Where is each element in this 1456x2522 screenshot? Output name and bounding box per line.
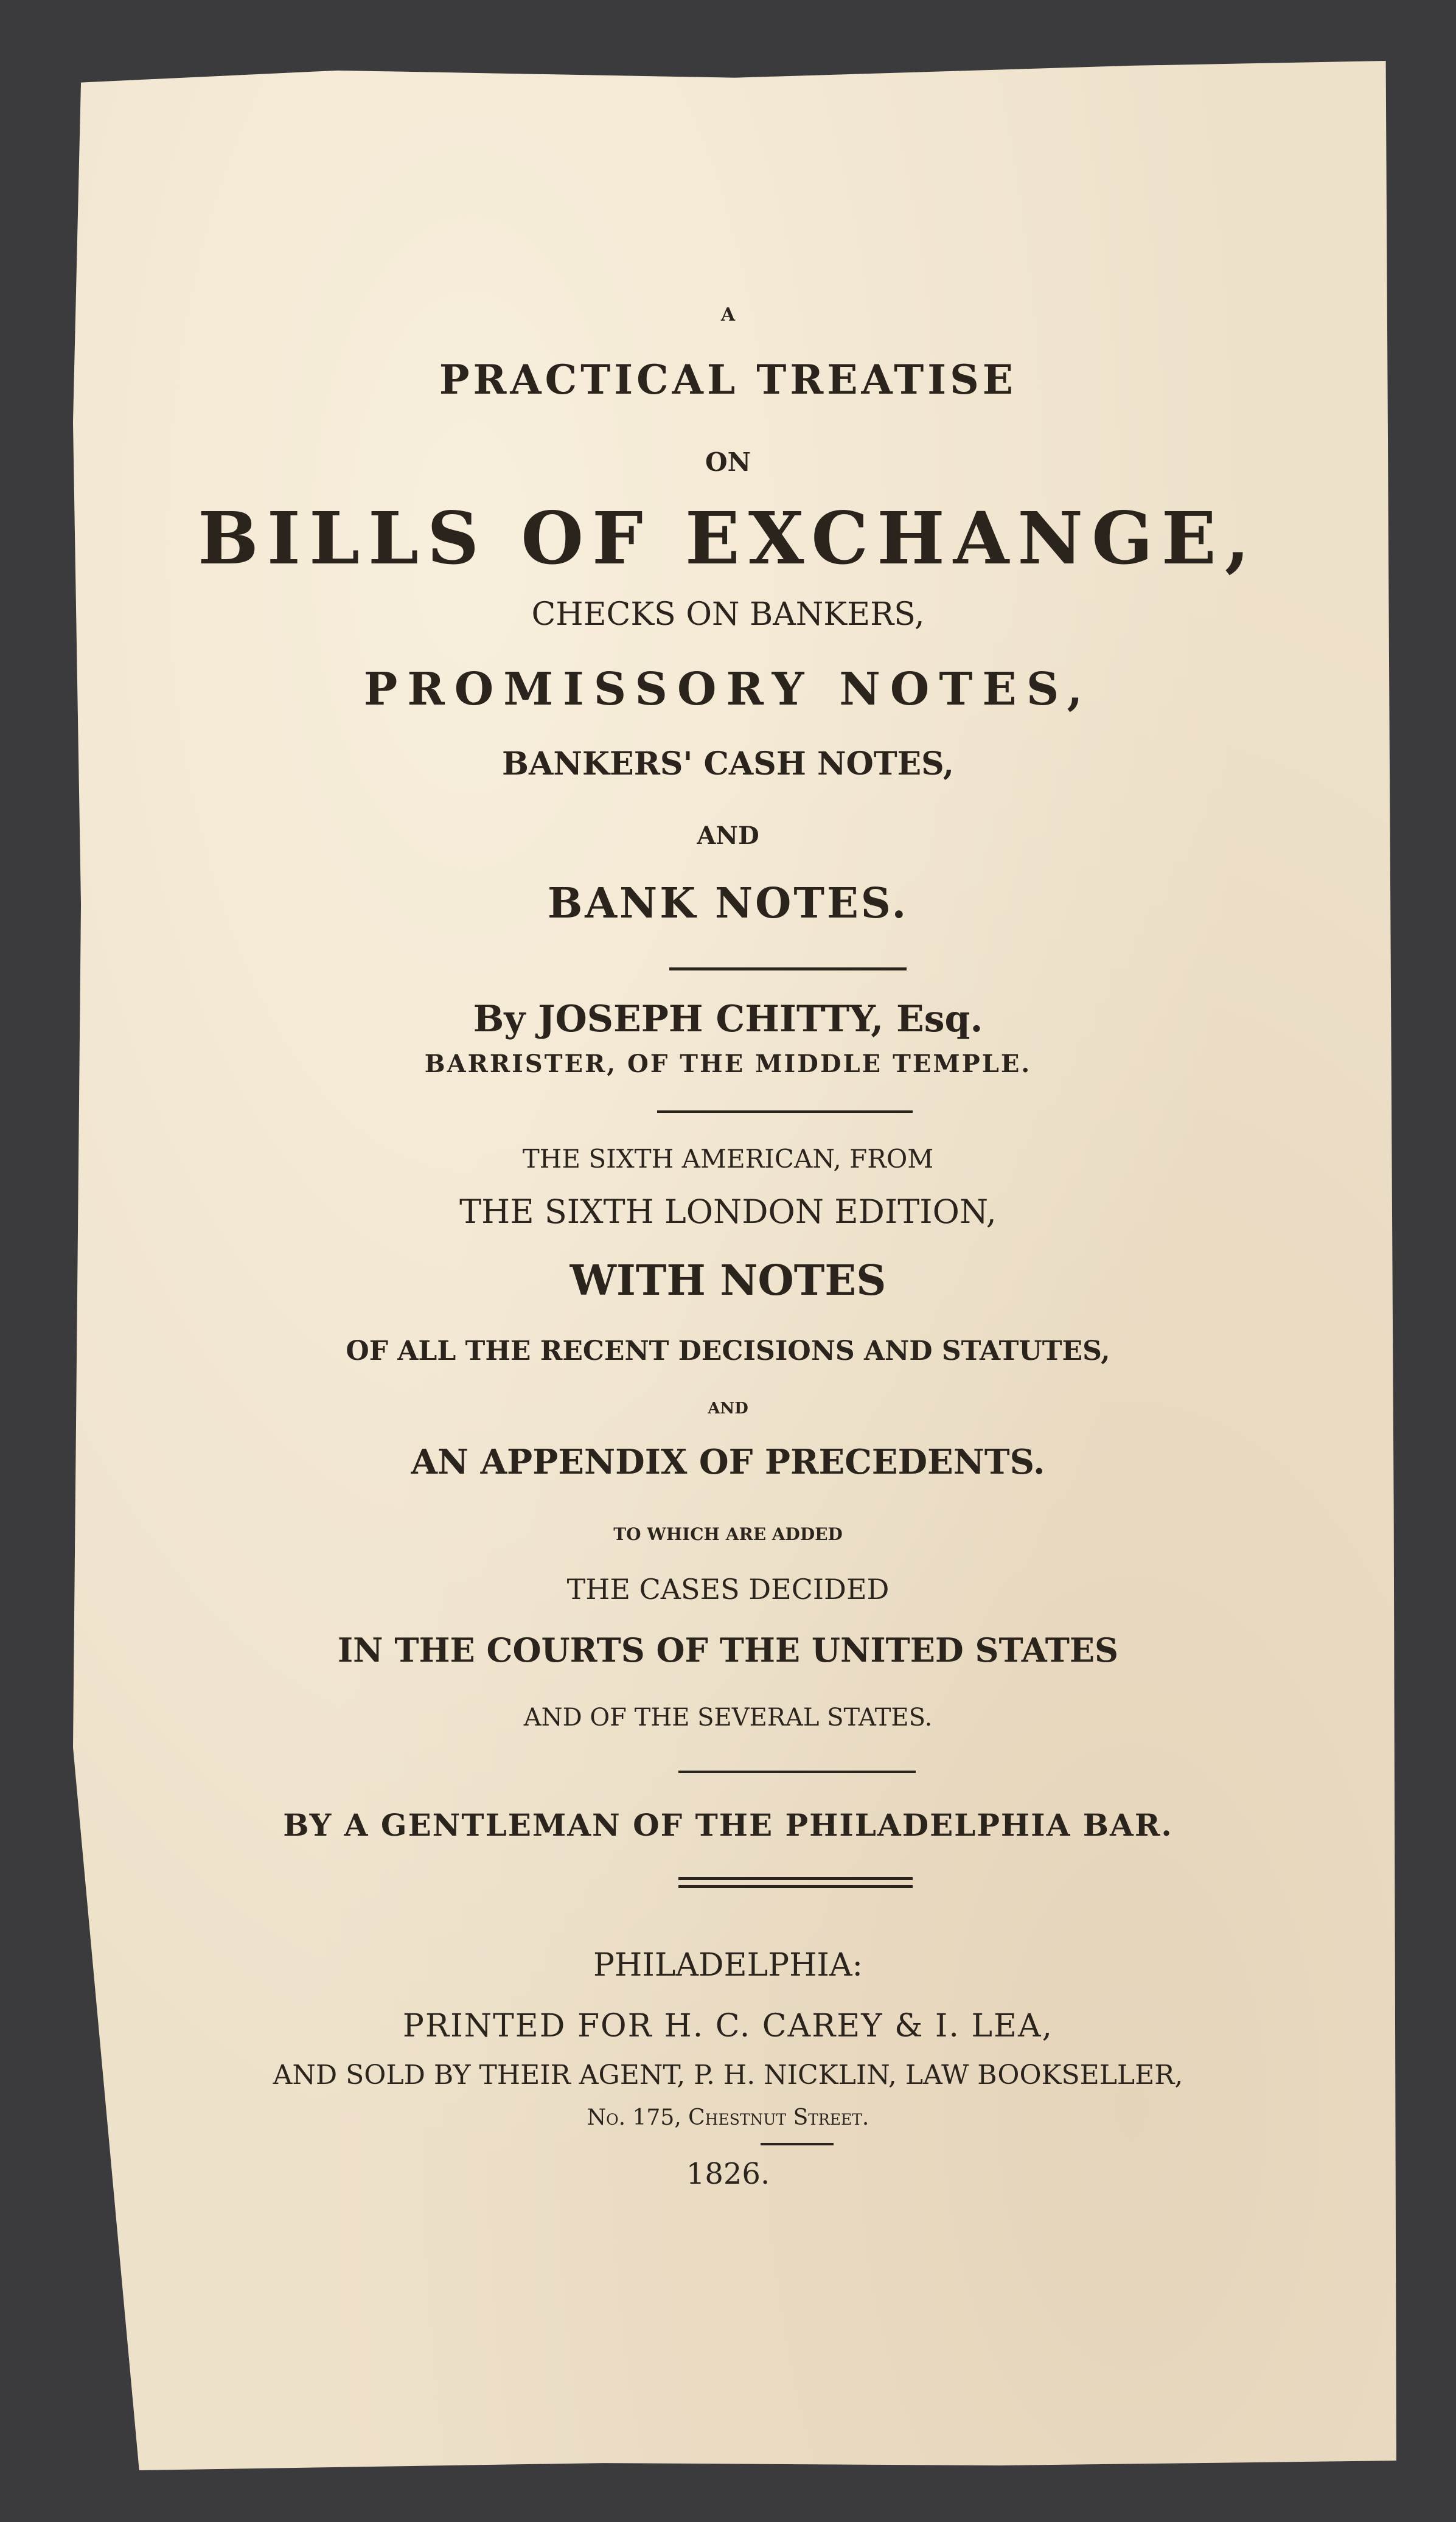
title-bills-of-exchange: BILLS OF EXCHANGE, [198,496,1258,580]
gentleman-line: BY A GENTLEMAN OF THE PHILADELPHIA BAR. [283,1807,1173,1843]
subtitle-and: AND [697,821,759,850]
article-a: A [720,304,736,326]
subtitle-promissory-notes: PROMISSORY NOTES, [363,663,1093,716]
title-practical-treatise: PRACTICAL TREATISE [439,356,1017,403]
divider-rule [678,1771,916,1773]
double-rule [678,1877,913,1888]
edition-line-2: THE SIXTH LONDON EDITION, [459,1193,997,1231]
author-name: By JOSEPH CHITTY, Esq. [473,998,983,1040]
divider-rule [657,1110,913,1113]
subtitle-bank-notes: BANK NOTES. [547,879,909,928]
cases-line: THE CASES DECIDED [566,1573,890,1606]
edition-line-1: THE SIXTH AMERICAN, FROM [522,1144,934,1174]
divider-rule [669,967,907,970]
imprint-seller: AND SOLD BY THEIR AGENT, P. H. NICKLIN, LAW BOOKSELLER, [273,2060,1183,2091]
imprint-city: PHILADELPHIA: [593,1947,863,1984]
title-on: ON [705,447,751,477]
imprint-printer: PRINTED FOR H. C. CAREY & I. LEA, [402,2008,1054,2044]
publication-year: 1826. [686,2157,770,2191]
courts-line: IN THE COURTS OF THE UNITED STATES [337,1631,1119,1670]
appendix-line: AN APPENDIX OF PRECEDENTS. [411,1442,1045,1482]
with-notes: WITH NOTES [570,1256,886,1305]
subtitle-bankers-cash-notes: BANKERS' CASH NOTES, [502,745,954,782]
subtitle-checks-on-bankers: CHECKS ON BANKERS, [531,596,925,633]
several-states-line: AND OF THE SEVERAL STATES. [523,1704,933,1732]
imprint-address: No. 175, Chestnut Street. [587,2105,869,2130]
author-title: BARRISTER, OF THE MIDDLE TEMPLE. [424,1050,1032,1078]
added-line: TO WHICH ARE ADDED [613,1524,843,1544]
notes-description: OF ALL THE RECENT DECISIONS AND STATUTES, [346,1336,1110,1367]
and-small: AND [708,1399,748,1418]
divider-rule [761,2143,834,2145]
